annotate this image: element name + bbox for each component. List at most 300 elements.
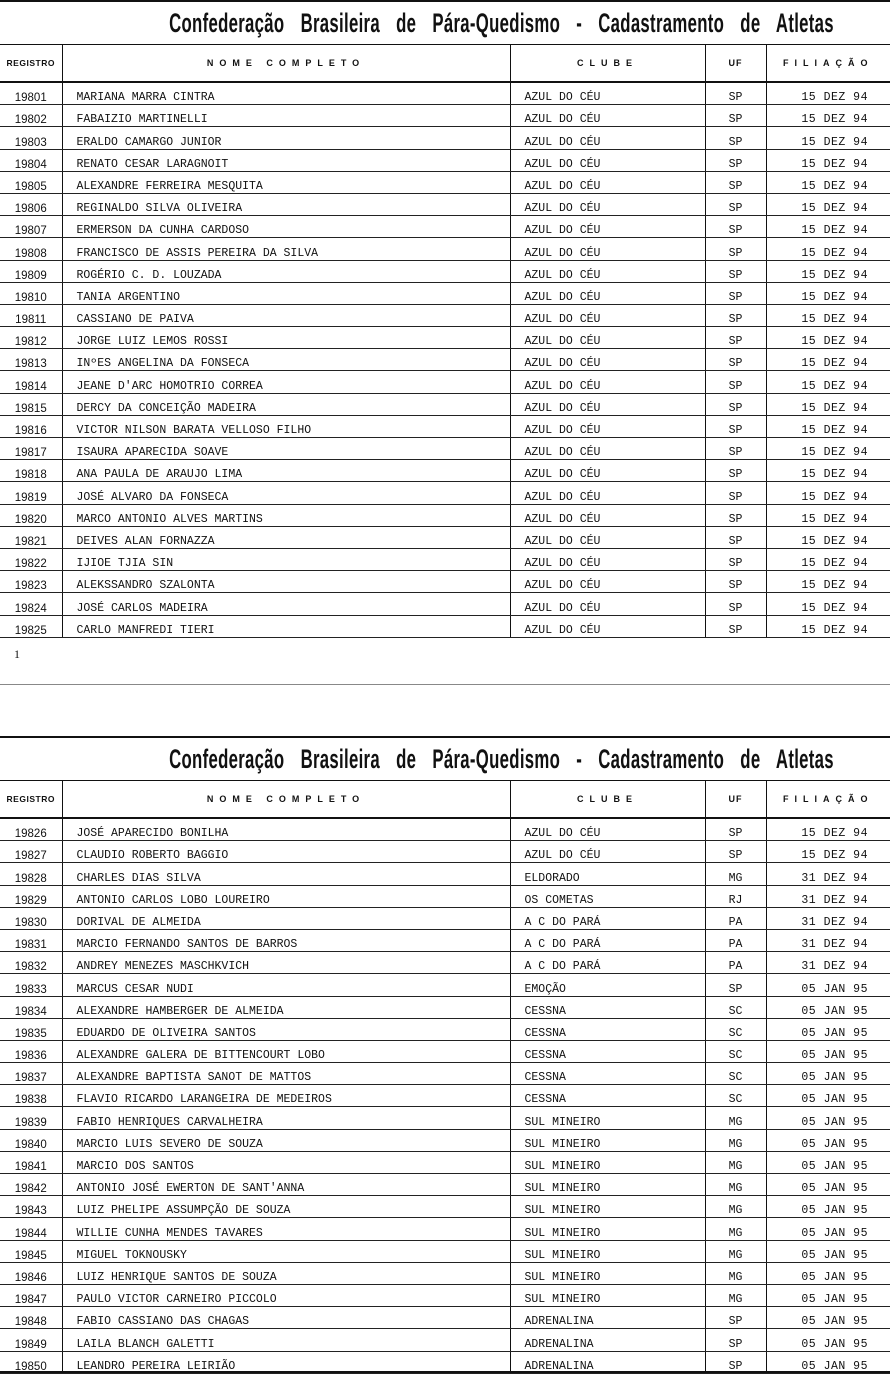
filiacao-cell: 15 DEZ 94 [766, 327, 890, 349]
name-cell: CARLO MANFREDI TIERI [62, 615, 510, 637]
club-cell: A C DO PARÁ [510, 907, 705, 929]
table-row [0, 841, 890, 863]
table-row [0, 216, 890, 238]
registro-cell: 19810 [0, 282, 62, 304]
registro-cell: 19829 [0, 885, 62, 907]
table-row [0, 1351, 890, 1373]
registro-cell: 19811 [0, 304, 62, 326]
filiacao-cell: 05 JAN 95 [766, 1329, 890, 1351]
name-cell: MARCUS CESAR NUDI [62, 974, 510, 996]
registro-cell: 19836 [0, 1040, 62, 1062]
filiacao-cell: 15 DEZ 94 [766, 818, 890, 841]
filiacao-cell: 15 DEZ 94 [766, 615, 890, 637]
registro-cell: 19849 [0, 1329, 62, 1351]
uf-cell: SP [705, 593, 766, 615]
club-cell: SUL MINEIRO [510, 1129, 705, 1151]
registro-cell: 19825 [0, 615, 62, 637]
club-cell: AZUL DO CÉU [510, 127, 705, 149]
table-row [0, 149, 890, 171]
uf-cell: SP [705, 260, 766, 282]
name-cell: REGINALDO SILVA OLIVEIRA [62, 193, 510, 215]
table-row [0, 526, 890, 548]
uf-cell: RJ [705, 885, 766, 907]
name-cell: DEIVES ALAN FORNAZZA [62, 526, 510, 548]
name-cell: LUIZ PHELIPE ASSUMPÇÃO DE SOUZA [62, 1196, 510, 1218]
athletes-table [0, 780, 890, 1374]
header-nome: NOME COMPLETO [62, 45, 510, 83]
name-cell: RENATO CESAR LARAGNOIT [62, 149, 510, 171]
table-row [0, 282, 890, 304]
uf-cell: SP [705, 1307, 766, 1329]
registro-cell: 19816 [0, 415, 62, 437]
name-cell: MARCIO FERNANDO SANTOS DE BARROS [62, 929, 510, 951]
registro-cell: 19822 [0, 548, 62, 570]
filiacao-cell: 31 DEZ 94 [766, 863, 890, 885]
table-row [0, 863, 890, 885]
filiacao-cell: 15 DEZ 94 [766, 171, 890, 193]
filiacao-cell: 05 JAN 95 [766, 1240, 890, 1262]
uf-cell: SC [705, 1018, 766, 1040]
filiacao-cell: 31 DEZ 94 [766, 907, 890, 929]
filiacao-cell: 05 JAN 95 [766, 1107, 890, 1129]
name-cell: MARCIO DOS SANTOS [62, 1151, 510, 1173]
uf-cell: SP [705, 282, 766, 304]
uf-cell: SP [705, 216, 766, 238]
name-cell: FRANCISCO DE ASSIS PEREIRA DA SILVA [62, 238, 510, 260]
table-row [0, 548, 890, 570]
name-cell: JOSÉ CARLOS MADEIRA [62, 593, 510, 615]
filiacao-cell: 15 DEZ 94 [766, 149, 890, 171]
name-cell: EDUARDO DE OLIVEIRA SANTOS [62, 1018, 510, 1040]
uf-cell: SP [705, 1329, 766, 1351]
uf-cell: SC [705, 1063, 766, 1085]
club-cell: AZUL DO CÉU [510, 615, 705, 637]
table-row [0, 415, 890, 437]
registro-cell: 19802 [0, 105, 62, 127]
filiacao-cell: 05 JAN 95 [766, 1063, 890, 1085]
name-cell: CLAUDIO ROBERTO BAGGIO [62, 841, 510, 863]
name-cell: ALEKSSANDRO SZALONTA [62, 571, 510, 593]
name-cell: FABIO HENRIQUES CARVALHEIRA [62, 1107, 510, 1129]
registro-cell: 19833 [0, 974, 62, 996]
header-nome: NOME COMPLETO [62, 781, 510, 819]
table-row [0, 1240, 890, 1262]
header-clube: CLUBE [510, 781, 705, 819]
name-cell: ROGÉRIO C. D. LOUZADA [62, 260, 510, 282]
filiacao-cell: 15 DEZ 94 [766, 571, 890, 593]
registro-cell: 19850 [0, 1351, 62, 1373]
club-cell: AZUL DO CÉU [510, 438, 705, 460]
club-cell: ADRENALINA [510, 1351, 705, 1373]
uf-cell: PA [705, 907, 766, 929]
club-cell: EMOÇÃO [510, 974, 705, 996]
table-body [0, 818, 890, 1373]
uf-cell: MG [705, 863, 766, 885]
uf-cell: SP [705, 149, 766, 171]
registro-cell: 19821 [0, 526, 62, 548]
uf-cell: SP [705, 327, 766, 349]
header-uf: UF [705, 781, 766, 819]
uf-cell: SP [705, 1351, 766, 1373]
club-cell: ELDORADO [510, 863, 705, 885]
name-cell: DORIVAL DE ALMEIDA [62, 907, 510, 929]
table-row [0, 82, 890, 105]
club-cell: OS COMETAS [510, 885, 705, 907]
table-row [0, 105, 890, 127]
uf-cell: PA [705, 929, 766, 951]
uf-cell: MG [705, 1240, 766, 1262]
filiacao-cell: 15 DEZ 94 [766, 282, 890, 304]
club-cell: AZUL DO CÉU [510, 571, 705, 593]
table-row [0, 260, 890, 282]
registro-cell: 19827 [0, 841, 62, 863]
registro-cell: 19837 [0, 1063, 62, 1085]
uf-cell: SP [705, 504, 766, 526]
club-cell: AZUL DO CÉU [510, 526, 705, 548]
name-cell: MARIANA MARRA CINTRA [62, 82, 510, 105]
filiacao-cell: 15 DEZ 94 [766, 526, 890, 548]
filiacao-cell: 05 JAN 95 [766, 996, 890, 1018]
registro-cell: 19807 [0, 216, 62, 238]
table-row [0, 1196, 890, 1218]
club-cell: AZUL DO CÉU [510, 260, 705, 282]
uf-cell: SP [705, 841, 766, 863]
registro-cell: 19824 [0, 593, 62, 615]
club-cell: AZUL DO CÉU [510, 460, 705, 482]
name-cell: LUIZ HENRIQUE SANTOS DE SOUZA [62, 1262, 510, 1284]
registro-cell: 19812 [0, 327, 62, 349]
uf-cell: SP [705, 415, 766, 437]
registro-cell: 19846 [0, 1262, 62, 1284]
table-row [0, 127, 890, 149]
name-cell: MARCIO LUIS SEVERO DE SOUZA [62, 1129, 510, 1151]
name-cell: CASSIANO DE PAIVA [62, 304, 510, 326]
document-title: Confederação Brasileira de Pára-Quedismo - Cadastramento de Atletas [169, 8, 834, 38]
table-row [0, 996, 890, 1018]
registro-cell: 19809 [0, 260, 62, 282]
sheet-page-1 [0, 0, 890, 661]
name-cell: FABIO CASSIANO DAS CHAGAS [62, 1307, 510, 1329]
uf-cell: MG [705, 1151, 766, 1173]
table-row [0, 593, 890, 615]
registro-cell: 19834 [0, 996, 62, 1018]
table-row [0, 438, 890, 460]
table-row [0, 349, 890, 371]
filiacao-cell: 15 DEZ 94 [766, 504, 890, 526]
filiacao-cell: 05 JAN 95 [766, 1018, 890, 1040]
athletes-table [0, 44, 890, 638]
table-row [0, 1151, 890, 1173]
club-cell: A C DO PARÁ [510, 929, 705, 951]
table-row [0, 193, 890, 215]
table-row [0, 1284, 890, 1306]
registro-cell: 19838 [0, 1085, 62, 1107]
table-row [0, 818, 890, 841]
table-row [0, 1018, 890, 1040]
uf-cell: SP [705, 127, 766, 149]
uf-cell: SP [705, 548, 766, 570]
registro-cell: 19819 [0, 482, 62, 504]
table-header-row [0, 45, 890, 83]
filiacao-cell: 31 DEZ 94 [766, 885, 890, 907]
header-registro: REGISTRO [0, 781, 62, 819]
filiacao-cell: 31 DEZ 94 [766, 952, 890, 974]
uf-cell: SC [705, 1085, 766, 1107]
filiacao-cell: 05 JAN 95 [766, 974, 890, 996]
club-cell: SUL MINEIRO [510, 1262, 705, 1284]
uf-cell: SP [705, 393, 766, 415]
filiacao-cell: 15 DEZ 94 [766, 260, 890, 282]
name-cell: WILLIE CUNHA MENDES TAVARES [62, 1218, 510, 1240]
registro-cell: 19848 [0, 1307, 62, 1329]
registro-cell: 19835 [0, 1018, 62, 1040]
table-row [0, 571, 890, 593]
header-uf: UF [705, 45, 766, 83]
name-cell: FABAIZIO MARTINELLI [62, 105, 510, 127]
table-row [0, 1040, 890, 1062]
sheet-page-2 [0, 736, 890, 1374]
table-body [0, 82, 890, 637]
name-cell: ALEXANDRE HAMBERGER DE ALMEIDA [62, 996, 510, 1018]
document-title: Confederação Brasileira de Pára-Quedismo - Cadastramento de Atletas [169, 744, 834, 774]
club-cell: SUL MINEIRO [510, 1284, 705, 1306]
table-row [0, 171, 890, 193]
filiacao-cell: 05 JAN 95 [766, 1129, 890, 1151]
name-cell: ERALDO CAMARGO JUNIOR [62, 127, 510, 149]
uf-cell: SP [705, 238, 766, 260]
uf-cell: SP [705, 171, 766, 193]
table-row [0, 952, 890, 974]
registro-cell: 19803 [0, 127, 62, 149]
filiacao-cell: 15 DEZ 94 [766, 304, 890, 326]
uf-cell: MG [705, 1129, 766, 1151]
name-cell: INºES ANGELINA DA FONSECA [62, 349, 510, 371]
uf-cell: MG [705, 1218, 766, 1240]
table-row [0, 1307, 890, 1329]
table-row [0, 974, 890, 996]
table-row [0, 238, 890, 260]
club-cell: CESSNA [510, 996, 705, 1018]
page-number: 1 [14, 647, 20, 661]
uf-cell: PA [705, 952, 766, 974]
header-registro: REGISTRO [0, 45, 62, 83]
table-row [0, 304, 890, 326]
club-cell: AZUL DO CÉU [510, 393, 705, 415]
name-cell: VICTOR NILSON BARATA VELLOSO FILHO [62, 415, 510, 437]
uf-cell: SP [705, 371, 766, 393]
registro-cell: 19814 [0, 371, 62, 393]
club-cell: SUL MINEIRO [510, 1107, 705, 1129]
club-cell: SUL MINEIRO [510, 1174, 705, 1196]
uf-cell: SP [705, 105, 766, 127]
uf-cell: MG [705, 1262, 766, 1284]
uf-cell: SP [705, 438, 766, 460]
club-cell: AZUL DO CÉU [510, 415, 705, 437]
registro-cell: 19806 [0, 193, 62, 215]
registro-cell: 19817 [0, 438, 62, 460]
name-cell: FLAVIO RICARDO LARANGEIRA DE MEDEIROS [62, 1085, 510, 1107]
uf-cell: SC [705, 996, 766, 1018]
club-cell: AZUL DO CÉU [510, 171, 705, 193]
filiacao-cell: 05 JAN 95 [766, 1351, 890, 1373]
name-cell: JORGE LUIZ LEMOS ROSSI [62, 327, 510, 349]
registro-cell: 19808 [0, 238, 62, 260]
filiacao-cell: 05 JAN 95 [766, 1174, 890, 1196]
registro-cell: 19815 [0, 393, 62, 415]
club-cell: AZUL DO CÉU [510, 548, 705, 570]
uf-cell: SP [705, 974, 766, 996]
club-cell: SUL MINEIRO [510, 1151, 705, 1173]
registro-cell: 19818 [0, 460, 62, 482]
table-row [0, 885, 890, 907]
name-cell: TANIA ARGENTINO [62, 282, 510, 304]
club-cell: AZUL DO CÉU [510, 304, 705, 326]
table-row [0, 907, 890, 929]
club-cell: A C DO PARÁ [510, 952, 705, 974]
filiacao-cell: 31 DEZ 94 [766, 929, 890, 951]
filiacao-cell: 15 DEZ 94 [766, 82, 890, 105]
name-cell: MARCO ANTONIO ALVES MARTINS [62, 504, 510, 526]
registro-cell: 19841 [0, 1151, 62, 1173]
club-cell: AZUL DO CÉU [510, 504, 705, 526]
table-row [0, 1107, 890, 1129]
filiacao-cell: 05 JAN 95 [766, 1040, 890, 1062]
registro-cell: 19844 [0, 1218, 62, 1240]
name-cell: ANDREY MENEZES MASCHKVICH [62, 952, 510, 974]
filiacao-cell: 15 DEZ 94 [766, 127, 890, 149]
table-row [0, 1174, 890, 1196]
table-row [0, 615, 890, 637]
name-cell: ERMERSON DA CUNHA CARDOSO [62, 216, 510, 238]
filiacao-cell: 05 JAN 95 [766, 1284, 890, 1306]
uf-cell: SP [705, 82, 766, 105]
registro-cell: 19832 [0, 952, 62, 974]
table-row [0, 1262, 890, 1284]
table-row [0, 482, 890, 504]
filiacao-cell: 05 JAN 95 [766, 1151, 890, 1173]
club-cell: SUL MINEIRO [510, 1196, 705, 1218]
registro-cell: 19820 [0, 504, 62, 526]
filiacao-cell: 15 DEZ 94 [766, 415, 890, 437]
filiacao-cell: 15 DEZ 94 [766, 548, 890, 570]
filiacao-cell: 05 JAN 95 [766, 1218, 890, 1240]
filiacao-cell: 15 DEZ 94 [766, 371, 890, 393]
uf-cell: SP [705, 193, 766, 215]
name-cell: ANTONIO CARLOS LOBO LOUREIRO [62, 885, 510, 907]
club-cell: AZUL DO CÉU [510, 818, 705, 841]
club-cell: AZUL DO CÉU [510, 105, 705, 127]
filiacao-cell: 15 DEZ 94 [766, 438, 890, 460]
uf-cell: MG [705, 1284, 766, 1306]
filiacao-cell: 15 DEZ 94 [766, 482, 890, 504]
registro-cell: 19828 [0, 863, 62, 885]
table-row [0, 929, 890, 951]
registro-cell: 19842 [0, 1174, 62, 1196]
table-row [0, 1085, 890, 1107]
club-cell: CESSNA [510, 1063, 705, 1085]
club-cell: AZUL DO CÉU [510, 82, 705, 105]
table-row [0, 1129, 890, 1151]
uf-cell: MG [705, 1174, 766, 1196]
registro-cell: 19826 [0, 818, 62, 841]
table-header-row [0, 781, 890, 819]
table-row [0, 393, 890, 415]
name-cell: CHARLES DIAS SILVA [62, 863, 510, 885]
filiacao-cell: 15 DEZ 94 [766, 460, 890, 482]
filiacao-cell: 15 DEZ 94 [766, 193, 890, 215]
registro-cell: 19804 [0, 149, 62, 171]
title-bar [0, 736, 890, 780]
filiacao-cell: 05 JAN 95 [766, 1196, 890, 1218]
name-cell: ALEXANDRE GALERA DE BITTENCOURT LOBO [62, 1040, 510, 1062]
uf-cell: MG [705, 1107, 766, 1129]
name-cell: DERCY DA CONCEIÇÃO MADEIRA [62, 393, 510, 415]
name-cell: LAILA BLANCH GALETTI [62, 1329, 510, 1351]
table-row [0, 460, 890, 482]
club-cell: AZUL DO CÉU [510, 238, 705, 260]
uf-cell: SP [705, 818, 766, 841]
name-cell: ALEXANDRE BAPTISTA SANOT DE MATTOS [62, 1063, 510, 1085]
table-row [0, 1218, 890, 1240]
filiacao-cell: 15 DEZ 94 [766, 216, 890, 238]
name-cell: JEANE D'ARC HOMOTRIO CORREA [62, 371, 510, 393]
uf-cell: SC [705, 1040, 766, 1062]
filiacao-cell: 15 DEZ 94 [766, 393, 890, 415]
club-cell: AZUL DO CÉU [510, 282, 705, 304]
club-cell: AZUL DO CÉU [510, 193, 705, 215]
filiacao-cell: 15 DEZ 94 [766, 593, 890, 615]
uf-cell: SP [705, 526, 766, 548]
name-cell: ALEXANDRE FERREIRA MESQUITA [62, 171, 510, 193]
club-cell: AZUL DO CÉU [510, 327, 705, 349]
header-filiacao: FILIAÇÃO [766, 45, 890, 83]
filiacao-cell: 05 JAN 95 [766, 1262, 890, 1284]
registro-cell: 19843 [0, 1196, 62, 1218]
filiacao-cell: 15 DEZ 94 [766, 841, 890, 863]
uf-cell: SP [705, 460, 766, 482]
page-divider [0, 684, 890, 685]
uf-cell: SP [705, 482, 766, 504]
club-cell: AZUL DO CÉU [510, 593, 705, 615]
registro-cell: 19840 [0, 1129, 62, 1151]
table-row [0, 371, 890, 393]
club-cell: AZUL DO CÉU [510, 149, 705, 171]
uf-cell: MG [705, 1196, 766, 1218]
registro-cell: 19845 [0, 1240, 62, 1262]
uf-cell: SP [705, 615, 766, 637]
club-cell: CESSNA [510, 1085, 705, 1107]
name-cell: IJIOE TJIA SIN [62, 548, 510, 570]
filiacao-cell: 15 DEZ 94 [766, 238, 890, 260]
table-row [0, 1329, 890, 1351]
bottom-rule [0, 1371, 890, 1373]
club-cell: SUL MINEIRO [510, 1240, 705, 1262]
name-cell: ISAURA APARECIDA SOAVE [62, 438, 510, 460]
uf-cell: SP [705, 304, 766, 326]
header-clube: CLUBE [510, 45, 705, 83]
registro-cell: 19805 [0, 171, 62, 193]
club-cell: AZUL DO CÉU [510, 216, 705, 238]
club-cell: CESSNA [510, 1018, 705, 1040]
filiacao-cell: 15 DEZ 94 [766, 349, 890, 371]
name-cell: MIGUEL TOKNOUSKY [62, 1240, 510, 1262]
header-filiacao: FILIAÇÃO [766, 781, 890, 819]
club-cell: AZUL DO CÉU [510, 371, 705, 393]
club-cell: SUL MINEIRO [510, 1218, 705, 1240]
club-cell: ADRENALINA [510, 1329, 705, 1351]
club-cell: AZUL DO CÉU [510, 349, 705, 371]
table-row [0, 327, 890, 349]
